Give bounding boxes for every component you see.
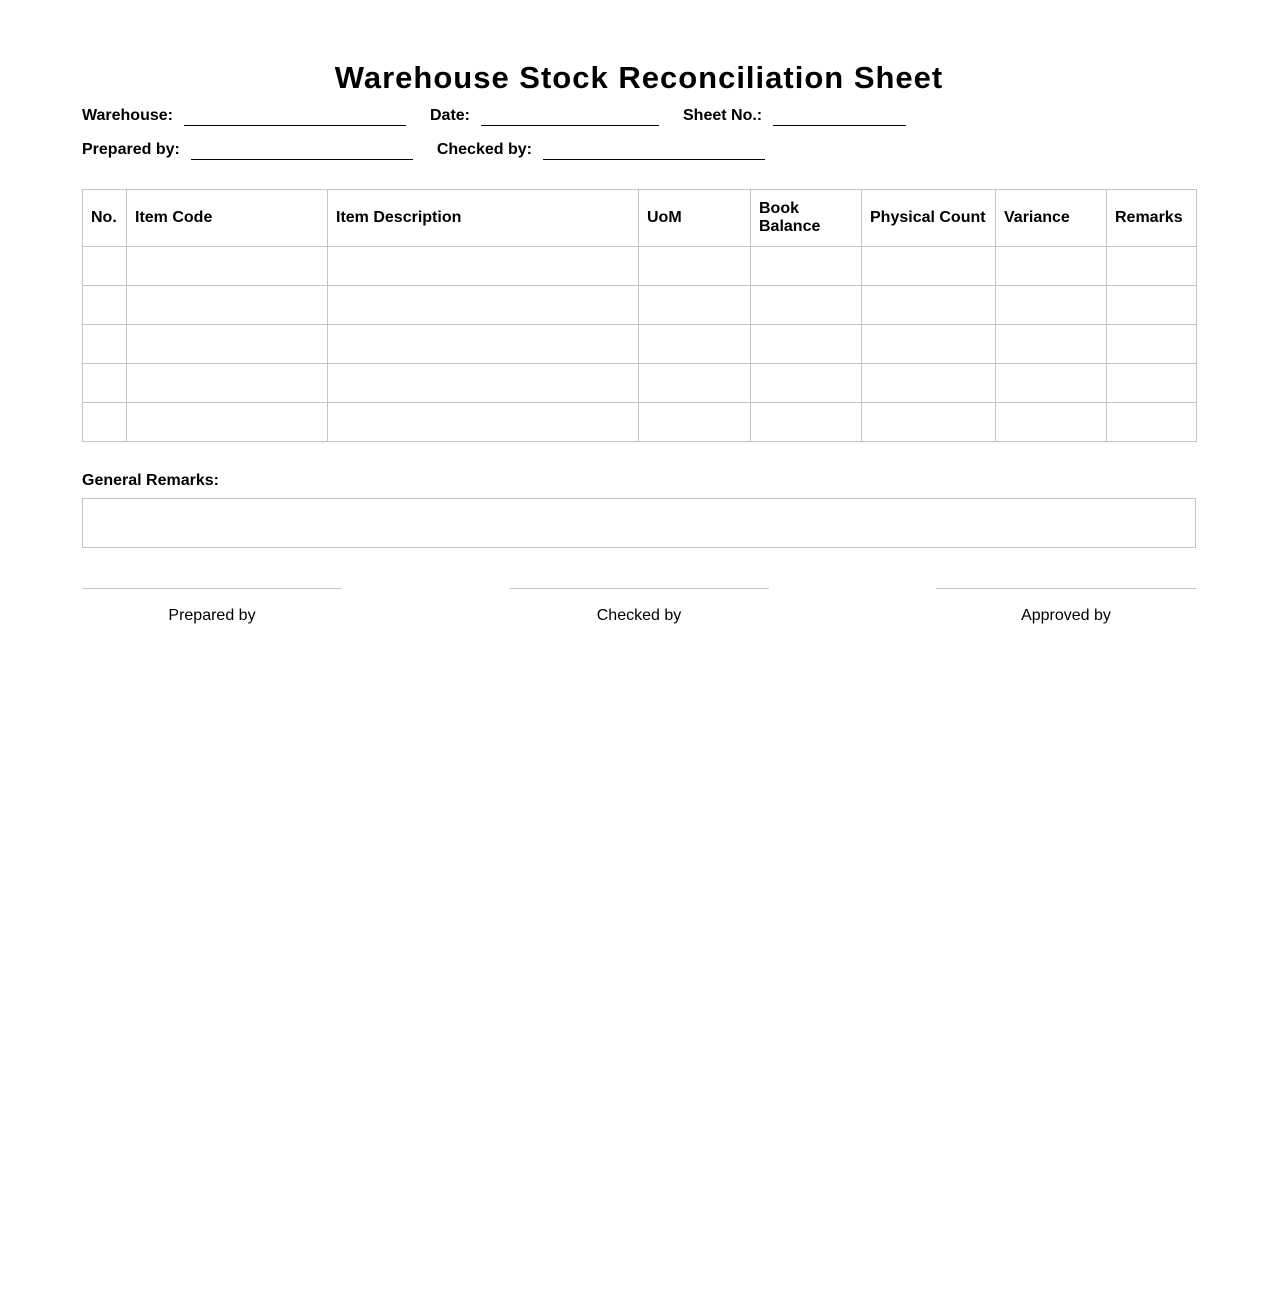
table-cell[interactable]: [328, 286, 639, 325]
table-cell[interactable]: [751, 403, 862, 442]
signature-label: Prepared by: [168, 607, 256, 624]
table-cell[interactable]: [83, 403, 127, 442]
table-cell[interactable]: [862, 247, 996, 286]
table-cell[interactable]: [1107, 325, 1197, 364]
table-cell[interactable]: [83, 325, 127, 364]
table-cell[interactable]: [862, 364, 996, 403]
table-row: [83, 364, 1197, 403]
column-header: No.: [83, 190, 127, 247]
table-cell[interactable]: [639, 247, 751, 286]
column-header: Item Description: [328, 190, 639, 247]
table-cell[interactable]: [862, 403, 996, 442]
table-cell[interactable]: [996, 286, 1107, 325]
signature-approved-by[interactable]: [936, 588, 1196, 626]
table-cell[interactable]: [1107, 403, 1197, 442]
general-remarks-label: General Remarks:: [82, 472, 219, 489]
table-cell[interactable]: [862, 286, 996, 325]
warehouse-field[interactable]: [184, 110, 406, 126]
prepared-by-field[interactable]: [191, 144, 413, 160]
table-cell[interactable]: [127, 325, 328, 364]
table-cell[interactable]: [751, 364, 862, 403]
table-cell[interactable]: [996, 247, 1107, 286]
table-row: [83, 403, 1197, 442]
signature-checked-by[interactable]: [509, 588, 769, 626]
table-cell[interactable]: [127, 286, 328, 325]
column-header: Variance: [996, 190, 1107, 247]
table-cell[interactable]: [639, 364, 751, 403]
page-title: Warehouse Stock Reconciliation Sheet: [334, 60, 944, 95]
column-header: Remarks: [1107, 190, 1197, 247]
sheet-no-field[interactable]: [773, 110, 906, 126]
table-cell[interactable]: [83, 364, 127, 403]
table-cell[interactable]: [328, 403, 639, 442]
header-row-2: [82, 140, 789, 160]
table-cell[interactable]: [862, 325, 996, 364]
table-cell[interactable]: [1107, 364, 1197, 403]
table-cell[interactable]: [328, 325, 639, 364]
warehouse-label: Warehouse:: [82, 107, 173, 124]
table-cell[interactable]: [751, 286, 862, 325]
column-header: Book Balance: [751, 190, 862, 247]
table-cell[interactable]: [127, 247, 328, 286]
sheet-no-label: Sheet No.:: [683, 107, 763, 124]
column-header: UoM: [639, 190, 751, 247]
general-remarks-box[interactable]: [82, 498, 1196, 548]
table-cell[interactable]: [996, 403, 1107, 442]
date-field[interactable]: [481, 110, 659, 126]
table-cell[interactable]: [639, 286, 751, 325]
header-row-1: [82, 106, 930, 126]
table-row: [83, 247, 1197, 286]
table-cell[interactable]: [1107, 247, 1197, 286]
prepared-by-label: Prepared by:: [82, 141, 180, 158]
table-body: [83, 247, 1197, 442]
table-cell[interactable]: [1107, 286, 1197, 325]
column-header: Item Code: [127, 190, 328, 247]
table-cell[interactable]: [996, 325, 1107, 364]
checked-by-field[interactable]: [543, 144, 765, 160]
table-cell[interactable]: [639, 325, 751, 364]
table-cell[interactable]: [639, 403, 751, 442]
table-cell[interactable]: [328, 364, 639, 403]
signature-prepared-by[interactable]: [82, 588, 342, 626]
table-cell[interactable]: [751, 325, 862, 364]
column-header: Physical Count: [862, 190, 996, 247]
stock-table: [82, 189, 1197, 442]
table-cell[interactable]: [83, 247, 127, 286]
signature-label: Checked by: [596, 607, 682, 624]
table-cell[interactable]: [751, 247, 862, 286]
table-header-row: [83, 190, 1197, 247]
table-cell[interactable]: [83, 286, 127, 325]
table-row: [83, 325, 1197, 364]
table-cell[interactable]: [127, 364, 328, 403]
table-row: [83, 286, 1197, 325]
date-label: Date:: [429, 107, 470, 124]
signature-label: Approved by: [1021, 607, 1111, 624]
table-cell[interactable]: [996, 364, 1107, 403]
checked-by-label: Checked by:: [436, 141, 532, 158]
table-cell[interactable]: [328, 247, 639, 286]
table-cell[interactable]: [127, 403, 328, 442]
